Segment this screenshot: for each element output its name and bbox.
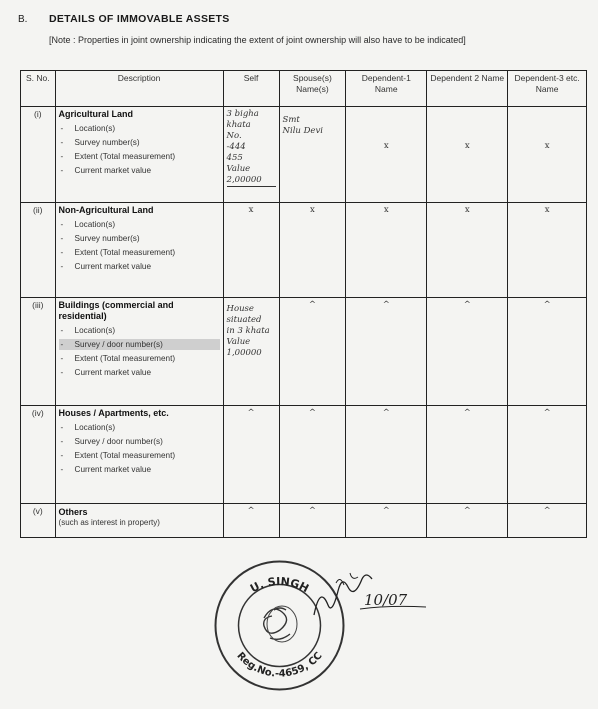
list-item: - Survey / door number(s) [59, 436, 220, 447]
list-item: - Extent (Total measurement) [59, 450, 220, 461]
row-description [55, 298, 223, 406]
table-header-row [21, 71, 587, 107]
table-row [21, 107, 587, 203]
tick-mark: ^ [427, 504, 508, 538]
list-item: - Location(s) [59, 123, 220, 134]
row-description [55, 107, 223, 203]
table-row [21, 203, 587, 298]
list-item: - Survey number(s) [59, 137, 220, 148]
handwritten-line: 455 [226, 153, 243, 163]
row-sno: (iv) [21, 406, 56, 504]
table-row [21, 504, 587, 538]
tick-mark: ^ [346, 406, 427, 504]
tick-mark: ^ [427, 406, 508, 504]
tick-mark: ^ [508, 406, 587, 504]
tick-mark: ^ [279, 504, 346, 538]
row-title: Houses / Apartments, etc. [58, 408, 169, 418]
list-item: - Extent (Total measurement) [59, 151, 220, 162]
list-item: - Current market value [59, 165, 220, 176]
header-dependent-1: Dependent-1 Name [346, 71, 427, 107]
list-item: - Survey / door number(s) [59, 339, 220, 350]
tick-mark: ^ [427, 298, 508, 406]
svg-text:U. SINGH [248, 575, 311, 595]
row-title: Others [58, 507, 88, 517]
row-description [55, 406, 223, 504]
section-note: [Note : Properties in joint ownership indicating the extent of joint ownership will also have to be indicated] [49, 35, 466, 45]
row-sno: (i) [21, 107, 56, 203]
row-title: Agricultural Land [58, 109, 134, 119]
row-sno: (v) [21, 504, 56, 538]
self-handwritten-entry [223, 298, 279, 406]
handwritten-line: Nilu Devi [282, 126, 323, 136]
svg-text:Reg.No.-4659, CC [234, 650, 324, 679]
signature-date: 10/07 [364, 591, 408, 609]
handwritten-line: No. [226, 131, 242, 141]
table-row [21, 298, 587, 406]
handwritten-line: in 3 khata [226, 326, 270, 336]
row-title: Buildings (commercial and residential) [58, 300, 174, 321]
signature [306, 565, 436, 625]
seal-name: U. SINGH [248, 574, 311, 596]
table-row [21, 406, 587, 504]
header-self: Self [223, 71, 279, 107]
handwritten-line: Value [226, 164, 251, 174]
spouse-handwritten-entry [279, 107, 346, 203]
tick-mark: ^ [223, 406, 279, 504]
header-dependent-2: Dependent 2 Name [427, 71, 508, 107]
list-item: - Current market value [59, 261, 220, 272]
handwritten-line: Smt [282, 115, 300, 125]
self-handwritten-entry [223, 107, 279, 203]
handwritten-line: 2,00000 [227, 175, 276, 187]
header-description: Description [55, 71, 223, 107]
list-item: - Current market value [59, 367, 220, 378]
list-item: - Location(s) [59, 219, 220, 230]
cross-mark: x [508, 203, 587, 298]
cross-mark: x [346, 107, 427, 203]
handwritten-line: House [226, 304, 254, 314]
list-item: - Extent (Total measurement) [59, 247, 220, 258]
tick-mark: ^ [508, 504, 587, 538]
header-sno: S. No. [21, 71, 56, 107]
cross-mark: x [223, 203, 279, 298]
row-sno: (ii) [21, 203, 56, 298]
row-subtitle: (such as interest in property) [58, 518, 160, 527]
section-letter: B. [18, 14, 28, 25]
tick-mark: ^ [508, 298, 587, 406]
handwritten-line: situated [226, 315, 262, 325]
row-description [55, 203, 223, 298]
immovable-assets-table [20, 70, 587, 538]
cross-mark: x [427, 107, 508, 203]
handwritten-line: 3 bigha [226, 109, 259, 119]
list-item: - Extent (Total measurement) [59, 353, 220, 364]
section-title: DETAILS OF IMMOVABLE ASSETS [49, 13, 230, 25]
signature-graphic [306, 565, 436, 625]
cross-mark: x [508, 107, 587, 203]
list-item: - Survey number(s) [59, 233, 220, 244]
list-item: - Location(s) [59, 325, 220, 336]
list-item: - Current market value [59, 464, 220, 475]
handwritten-line: khata [226, 120, 251, 130]
cross-mark: x [279, 203, 346, 298]
tick-mark: ^ [279, 298, 346, 406]
cross-mark: x [427, 203, 508, 298]
handwritten-line: -444 [226, 142, 246, 152]
seal-registration: Reg.No.-4659, CC [234, 650, 325, 680]
row-sno: (iii) [21, 298, 56, 406]
tick-mark: ^ [346, 504, 427, 538]
tick-mark: ^ [279, 406, 346, 504]
header-dependent-3: Dependent-3 etc. Name [508, 71, 587, 107]
handwritten-line: Value [226, 337, 251, 347]
tick-mark: ^ [223, 504, 279, 538]
list-item: - Location(s) [59, 422, 220, 433]
tick-mark: ^ [346, 298, 427, 406]
row-title: Non-Agricultural Land [58, 205, 154, 215]
row-description [55, 504, 223, 538]
header-spouse: Spouse(s) Name(s) [279, 71, 346, 107]
cross-mark: x [346, 203, 427, 298]
handwritten-line: 1,00000 [226, 348, 262, 358]
